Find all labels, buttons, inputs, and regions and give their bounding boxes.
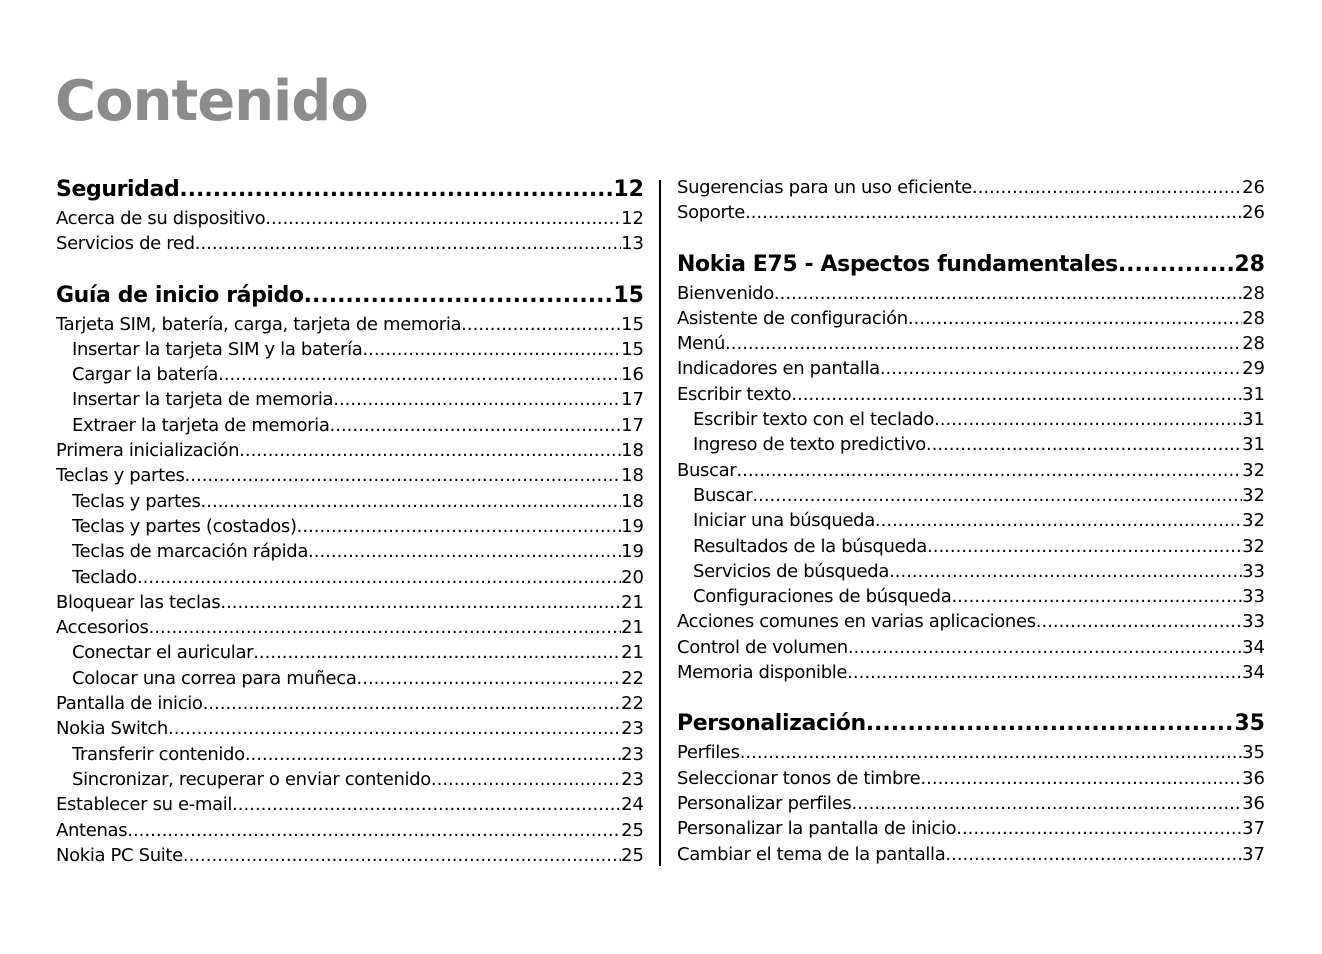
- toc-entry[interactable]: [56, 208, 644, 233]
- toc-entry-label: Asistente de configuración: [677, 307, 908, 329]
- toc-entry[interactable]: [677, 662, 1265, 687]
- toc-entry[interactable]: [677, 637, 1265, 662]
- dot-leader: [945, 844, 1242, 865]
- dot-leader: [1118, 252, 1235, 277]
- toc-entry[interactable]: [56, 820, 644, 845]
- dot-leader: [889, 561, 1242, 582]
- dot-leader: [357, 668, 622, 689]
- dot-leader: [791, 384, 1242, 405]
- toc-entry-label: Soporte: [677, 202, 745, 224]
- toc-entry-label: Indicadores en pantalla: [677, 358, 880, 380]
- section-spacer: [677, 687, 1265, 711]
- toc-subentry-label: Extraer la tarjeta de memoria: [72, 414, 330, 436]
- toc-section-heading-page-number: 28: [1234, 251, 1265, 277]
- toc-entry-label: Primera inicialización: [56, 440, 240, 462]
- dot-leader: [752, 485, 1242, 506]
- toc-subentry-page-number: 17: [621, 389, 644, 411]
- section-spacer: [677, 228, 1265, 252]
- toc-section-heading-label: Guía de inicio rápido: [56, 282, 304, 308]
- toc-entry[interactable]: [677, 768, 1265, 793]
- dot-leader: [253, 642, 621, 663]
- dot-leader: [926, 434, 1242, 455]
- toc-entry-page-number: 36: [1242, 792, 1265, 814]
- toc-entry-label: Control de volumen: [677, 636, 848, 658]
- toc-subentry-page-number: 19: [621, 515, 644, 537]
- toc-entry-label: Seleccionar tonos de timbre: [677, 767, 921, 789]
- dot-leader: [185, 465, 622, 486]
- toc-subentry-page-number: 17: [621, 414, 644, 436]
- dot-leader: [725, 333, 1242, 354]
- toc-subentry[interactable]: [677, 485, 1265, 510]
- toc-entry-label: Sugerencias para un uso eficiente: [677, 177, 972, 198]
- toc-subentry-label: Insertar la tarjeta de memoria: [72, 389, 334, 411]
- toc-subentry-page-number: 33: [1242, 586, 1265, 608]
- toc-entry-label: Teclas y partes: [56, 465, 185, 487]
- toc-subentry-page-number: 32: [1242, 484, 1265, 506]
- toc-entry-page-number: 36: [1242, 767, 1265, 789]
- toc-entry-label: Antenas: [56, 819, 128, 841]
- toc-entry[interactable]: [677, 818, 1265, 843]
- toc-entry[interactable]: [56, 845, 644, 870]
- toc-entry[interactable]: [677, 460, 1265, 485]
- toc-subentry[interactable]: [56, 567, 644, 592]
- toc-entry-label: Accesorios: [56, 617, 149, 639]
- dot-leader: [927, 536, 1242, 557]
- toc-subentry-label: Colocar una correa para muñeca: [72, 667, 357, 689]
- toc-section-heading-page-number: 35: [1234, 711, 1265, 737]
- dot-leader: [866, 711, 1235, 736]
- toc-entry[interactable]: [56, 693, 644, 718]
- toc-entry-label: Acciones comunes en varias aplicaciones: [677, 611, 1036, 633]
- toc-entry[interactable]: [677, 844, 1265, 869]
- toc-section: [56, 283, 644, 871]
- dot-leader: [848, 637, 1242, 658]
- toc-subentry[interactable]: [677, 434, 1265, 459]
- toc-subentry-page-number: 19: [621, 541, 644, 563]
- toc-section: [677, 711, 1265, 868]
- toc-entry-page-number: 21: [621, 591, 644, 613]
- toc-entry[interactable]: [56, 794, 644, 819]
- toc-entry-label: Servicios de red: [56, 233, 195, 255]
- toc-section: [56, 177, 644, 259]
- toc-subentry[interactable]: [56, 516, 644, 541]
- toc-left-column: [56, 177, 644, 870]
- toc-subentry-page-number: 32: [1242, 510, 1265, 532]
- toc-entry[interactable]: [677, 202, 1265, 227]
- toc-subentry-page-number: 23: [621, 743, 644, 765]
- dot-leader: [304, 283, 614, 308]
- toc-entry-label: Nokia PC Suite: [56, 844, 183, 866]
- dot-leader: [362, 339, 621, 360]
- dot-leader: [972, 177, 1242, 198]
- toc-entry-label: Bloquear las teclas: [56, 591, 221, 613]
- toc-subentry[interactable]: [56, 744, 644, 769]
- dot-leader: [736, 460, 1242, 481]
- toc-subentry[interactable]: [56, 491, 644, 516]
- dot-leader: [745, 202, 1242, 223]
- toc-entry-page-number: 25: [621, 819, 644, 841]
- toc-subentry-page-number: 22: [621, 667, 644, 689]
- toc-subentry[interactable]: [56, 364, 644, 389]
- toc-entry[interactable]: [677, 793, 1265, 818]
- toc-subentry-page-number: 16: [621, 364, 644, 386]
- dot-leader: [232, 794, 621, 815]
- toc-entry-page-number: 13: [621, 233, 644, 255]
- toc-subentry[interactable]: [677, 536, 1265, 561]
- toc-entry[interactable]: [677, 283, 1265, 308]
- toc-entry[interactable]: [56, 465, 644, 490]
- toc-entry[interactable]: [677, 611, 1265, 636]
- toc-entry-label: Nokia Switch: [56, 718, 168, 740]
- dot-leader: [1036, 611, 1242, 632]
- toc-subentry-label: Ingreso de texto predictivo: [693, 434, 926, 456]
- toc-entry-page-number: 28: [1242, 307, 1265, 329]
- toc-entry-label: Memoria disponible: [677, 662, 848, 684]
- toc-entry-page-number: 29: [1242, 358, 1265, 380]
- toc-subentry[interactable]: [677, 561, 1265, 586]
- toc-subentry-page-number: 21: [621, 642, 644, 664]
- toc-section-heading[interactable]: [677, 711, 1265, 742]
- toc-entry[interactable]: [56, 314, 644, 339]
- toc-subentry[interactable]: [56, 339, 644, 364]
- dot-leader: [920, 768, 1242, 789]
- toc-subentry-label: Configuraciones de búsqueda: [693, 586, 952, 608]
- toc-entry-page-number: 21: [621, 617, 644, 639]
- toc-entry[interactable]: [677, 308, 1265, 333]
- dot-leader: [333, 389, 621, 410]
- toc-section-heading[interactable]: [677, 252, 1265, 283]
- toc-entry-page-number: 31: [1242, 383, 1265, 405]
- toc-entry-label: Escribir texto: [677, 383, 792, 405]
- toc-subentry-label: Sincronizar, recuperar o enviar contenido: [72, 768, 431, 790]
- toc-subentry-label: Teclas y partes: [72, 490, 201, 512]
- dot-leader: [908, 308, 1242, 329]
- dot-leader: [203, 693, 622, 714]
- toc-entry-page-number: 26: [1242, 177, 1265, 198]
- toc-entry-page-number: 34: [1242, 662, 1265, 684]
- toc-subentry[interactable]: [677, 586, 1265, 611]
- toc-entry-label: Buscar: [677, 459, 737, 481]
- dot-leader: [431, 769, 621, 790]
- toc-subentry[interactable]: [56, 769, 644, 794]
- dot-leader: [137, 567, 621, 588]
- dot-leader: [195, 233, 621, 254]
- toc-entry-page-number: 24: [621, 794, 644, 816]
- toc-entry[interactable]: [677, 333, 1265, 358]
- toc-section: [677, 252, 1265, 688]
- toc-subentry-label: Cargar la batería: [72, 364, 219, 386]
- toc-subentry-page-number: 15: [621, 338, 644, 360]
- toc-subentry-label: Insertar la tarjeta SIM y la batería: [72, 338, 363, 360]
- toc-entry-label: Personalizar la pantalla de inicio: [677, 818, 957, 840]
- toc-entry-page-number: 18: [621, 440, 644, 462]
- toc-section-heading-label: Personalización: [677, 711, 866, 737]
- toc-subentry-page-number: 32: [1242, 535, 1265, 557]
- toc-entry-label: Tarjeta SIM, batería, carga, tarjeta de memoria: [56, 313, 462, 335]
- toc-subentry-label: Resultados de la búsqueda: [693, 535, 927, 557]
- toc-subentry-label: Escribir texto con el teclado: [693, 409, 935, 431]
- toc-subentry-label: Servicios de búsqueda: [693, 560, 890, 582]
- toc-subentry[interactable]: [56, 668, 644, 693]
- toc-entry[interactable]: [677, 384, 1265, 409]
- page-title: Contenido: [55, 69, 368, 134]
- toc-entry[interactable]: [677, 358, 1265, 383]
- toc-entry-page-number: 18: [621, 465, 644, 487]
- toc-subentry-label: Conectar el auricular: [72, 642, 254, 664]
- toc-entry-page-number: 32: [1242, 459, 1265, 481]
- dot-leader: [127, 820, 621, 841]
- toc-entry[interactable]: [677, 742, 1265, 767]
- toc-entry-label: Pantalla de inicio: [56, 693, 203, 715]
- dot-leader: [201, 491, 622, 512]
- toc-section-heading-label: Seguridad: [56, 177, 180, 202]
- toc-subentry-label: Teclado: [72, 566, 137, 588]
- toc-entry[interactable]: [677, 177, 1265, 202]
- dot-leader: [951, 586, 1242, 607]
- toc-entry-page-number: 26: [1242, 202, 1265, 224]
- dot-leader: [880, 358, 1242, 379]
- toc-entry-label: Bienvenido: [677, 282, 774, 304]
- toc-right-column: [677, 177, 1265, 869]
- dot-leader: [265, 208, 621, 229]
- dot-leader: [179, 177, 613, 202]
- toc-entry[interactable]: [56, 440, 644, 465]
- dot-leader: [245, 744, 621, 765]
- dot-leader: [308, 541, 621, 562]
- dot-leader: [168, 718, 621, 739]
- toc-entry-page-number: 25: [621, 844, 644, 866]
- toc-entry-page-number: 12: [621, 208, 644, 229]
- toc-subentry-label: Transferir contenido: [72, 743, 245, 765]
- toc-subentry[interactable]: [677, 409, 1265, 434]
- toc-subentry-label: Teclas de marcación rápida: [72, 541, 309, 563]
- toc-entry-page-number: 28: [1242, 282, 1265, 304]
- toc-entry-page-number: 37: [1242, 843, 1265, 865]
- dot-leader: [934, 409, 1242, 430]
- toc-entry-page-number: 23: [621, 718, 644, 740]
- toc-entry-page-number: 28: [1242, 333, 1265, 355]
- dot-leader: [149, 617, 622, 638]
- toc-entry-page-number: 35: [1242, 742, 1265, 764]
- dot-leader: [774, 283, 1242, 304]
- toc-subentry-page-number: 18: [621, 490, 644, 512]
- dot-leader: [183, 845, 621, 866]
- toc-subentry[interactable]: [56, 389, 644, 414]
- toc-subentry-label: Buscar: [693, 484, 753, 506]
- toc-section: [677, 177, 1265, 228]
- dot-leader: [851, 793, 1242, 814]
- dot-leader: [956, 818, 1242, 839]
- toc-section-heading-page-number: 12: [613, 177, 644, 202]
- toc-entry[interactable]: [56, 233, 644, 258]
- toc-entry[interactable]: [56, 617, 644, 642]
- toc-entry[interactable]: [56, 718, 644, 743]
- toc-entry-page-number: 37: [1242, 818, 1265, 840]
- toc-section-heading-page-number: 15: [613, 282, 644, 308]
- toc-section-heading[interactable]: [56, 283, 644, 314]
- toc-subentry[interactable]: [677, 510, 1265, 535]
- dot-leader: [740, 742, 1242, 763]
- toc-entry-label: Acerca de su dispositivo: [56, 208, 266, 229]
- toc-subentry[interactable]: [56, 541, 644, 566]
- section-spacer: [56, 259, 644, 283]
- toc-entry-page-number: 34: [1242, 636, 1265, 658]
- dot-leader: [847, 662, 1242, 683]
- dot-leader: [875, 510, 1242, 531]
- toc-subentry-page-number: 31: [1242, 434, 1265, 456]
- dot-leader: [461, 314, 621, 335]
- toc-entry-page-number: 33: [1242, 611, 1265, 633]
- toc-entry[interactable]: [56, 592, 644, 617]
- toc-section-heading-label: Nokia E75 - Aspectos fundamentales: [677, 251, 1118, 277]
- toc-entry-page-number: 15: [621, 313, 644, 335]
- toc-entry-label: Cambiar el tema de la pantalla: [677, 843, 946, 865]
- dot-leader: [297, 516, 621, 537]
- toc-entry-label: Menú: [677, 333, 726, 355]
- toc-subentry-page-number: 33: [1242, 560, 1265, 582]
- toc-subentry-page-number: 31: [1242, 409, 1265, 431]
- toc-entry-label: Establecer su e-mail: [56, 794, 233, 816]
- toc-entry-page-number: 22: [621, 693, 644, 715]
- toc-subentry-page-number: 20: [621, 566, 644, 588]
- column-divider: [659, 180, 661, 866]
- toc-entry-label: Personalizar perfiles: [677, 792, 852, 814]
- toc-subentry[interactable]: [56, 642, 644, 667]
- toc-subentry-page-number: 23: [621, 768, 644, 790]
- toc-subentry-label: Iniciar una búsqueda: [693, 510, 875, 532]
- toc-entry-label: Perfiles: [677, 742, 740, 764]
- toc-subentry-label: Teclas y partes (costados): [72, 515, 297, 537]
- dot-leader: [218, 364, 621, 385]
- dot-leader: [330, 415, 622, 436]
- toc-section-heading[interactable]: [56, 177, 644, 208]
- dot-leader: [220, 592, 621, 613]
- dot-leader: [239, 440, 621, 461]
- toc-subentry[interactable]: [56, 415, 644, 440]
